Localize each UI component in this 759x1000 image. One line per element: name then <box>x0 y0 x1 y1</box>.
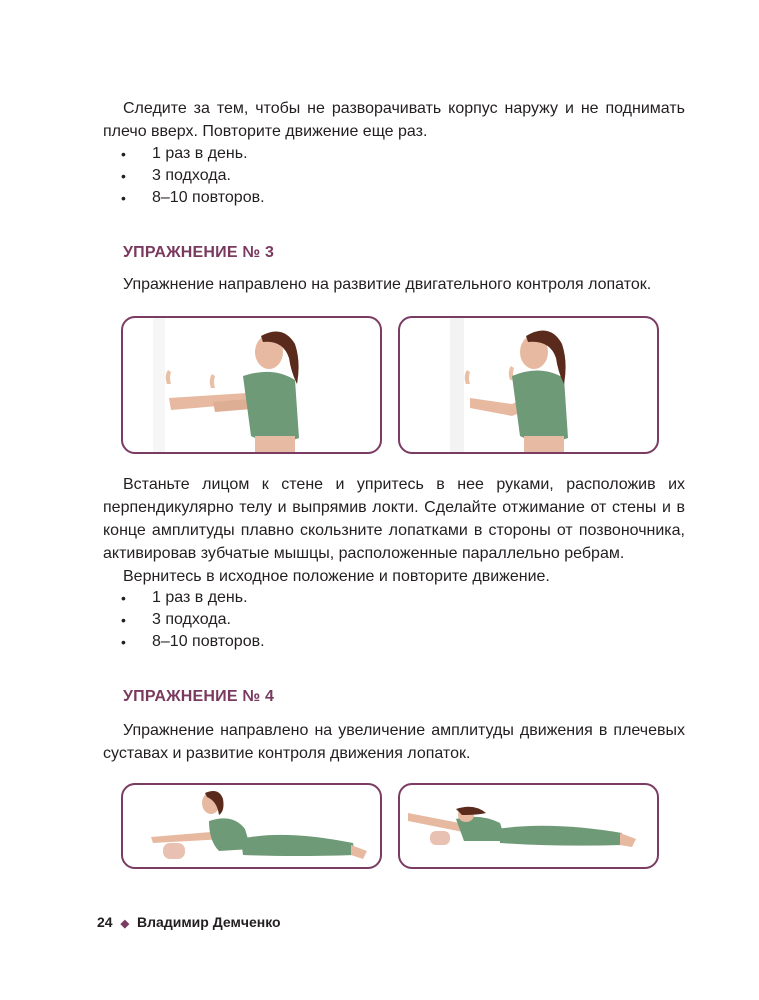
bullet-dot: • <box>121 634 126 650</box>
bullet-dot: • <box>121 190 126 206</box>
exercise-3-bullet-list <box>103 587 265 653</box>
list-item: • 3 подхода. <box>103 609 265 631</box>
bullet-dot: • <box>121 612 126 628</box>
exercise-3-photo-end <box>398 316 659 454</box>
page-footer <box>97 914 281 930</box>
exercise-3-heading: УПРАЖНЕНИЕ № 3 <box>123 244 275 261</box>
author-name: Владимир Демченко <box>137 914 281 930</box>
exercise-4-heading: УПРАЖНЕНИЕ № 4 <box>123 688 275 705</box>
exercise-4-photo-start <box>121 783 382 869</box>
bullet-dot: • <box>121 590 126 606</box>
bullet-dot: • <box>121 168 126 184</box>
exercise-4-purpose: Упражнение направлено на увеличение амплитуды движения в плечевых суставах и развитие контроля движения лопаток. <box>103 722 685 762</box>
exercise-3-purpose: Упражнение направлено на развитие двигательного контроля лопаток. <box>123 276 652 293</box>
page-number: 24 <box>97 914 113 930</box>
exercise-3-repeat: Вернитесь в исходное положение и повторите движение. <box>123 568 550 585</box>
list-item: • 1 раз в день. <box>103 143 265 165</box>
separator-icon: ◆ <box>120 918 130 930</box>
intro-bullet-list <box>103 143 265 209</box>
exercise-3-instructions: Встаньте лицом к стене и упритесь в нее руками, расположив их перпендикулярно телу и выпрямив локти. Сделайте отжимание от стены и в конце амплитуды плавно скользните лопатками в стороны от позвоночника, активировав зубчатые мышцы, расположенные параллельно ребрам. <box>103 476 685 562</box>
list-item: • 1 раз в день. <box>103 587 265 609</box>
exercise-3-photo-start <box>121 316 382 454</box>
intro-paragraph: Следите за тем, чтобы не разворачивать корпус наружу и не поднимать плечо вверх. Повторите движение еще раз. <box>103 100 685 140</box>
exercise-4-photo-end <box>398 783 659 869</box>
list-item: • 8–10 повторов. <box>103 187 265 209</box>
list-item: • 8–10 повторов. <box>103 631 265 653</box>
list-item: • 3 подхода. <box>103 165 265 187</box>
bullet-dot: • <box>121 146 126 162</box>
